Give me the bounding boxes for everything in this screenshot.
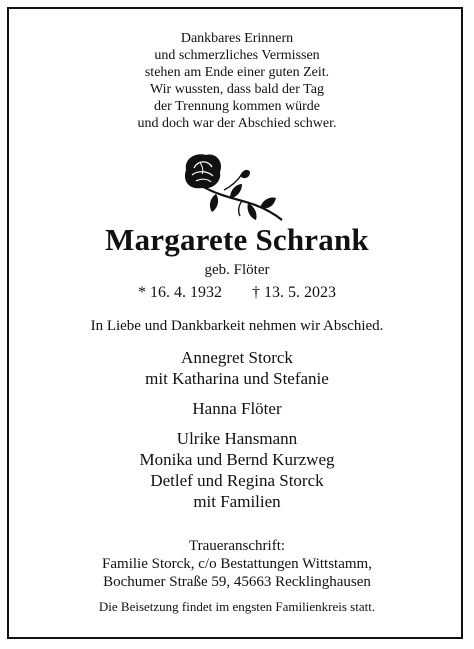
mourner-line: Ulrike Hansmann [176, 429, 298, 448]
funeral-note: Die Beisetzung findet im engsten Familienkreis statt. [98, 599, 376, 614]
death-date: † 13. 5. 2023 [252, 284, 336, 301]
mourner-line: Hanna Flöter [192, 399, 282, 418]
poem-line: der Trennung kommen würde [153, 99, 321, 114]
poem-line: Wir wussten, dass bald der Tag [150, 82, 324, 97]
mourner-line: Monika und Bernd Kurzweg [139, 450, 335, 469]
mourner-line: mit Katharina und Stefanie [145, 369, 329, 388]
farewell-statement: In Liebe und Dankbarkeit nehmen wir Abschied. [90, 318, 384, 334]
rose-icon [180, 150, 290, 225]
birth-date: * 16. 4. 1932 [138, 284, 222, 301]
mourner-line: mit Familien [193, 492, 281, 511]
mourner-line: Annegret Storck [181, 348, 293, 367]
maiden-name: geb. Flöter [204, 262, 270, 278]
mourner-line: Detlef und Regina Storck [150, 471, 324, 490]
poem-line: und doch war der Abschied schwer. [137, 116, 337, 131]
poem-line: stehen am Ende einer guten Zeit. [144, 65, 330, 80]
address-label: Traueranschrift: [188, 538, 286, 554]
poem-line: und schmerzliches Vermissen [154, 48, 320, 63]
poem-line: Dankbares Erinnern [180, 31, 294, 46]
deceased-name: Margarete Schrank [105, 222, 369, 257]
address-line: Familie Storck, c/o Bestattungen Wittstamm, [102, 556, 372, 572]
life-dates [0, 284, 474, 302]
address-line: Bochumer Straße 59, 45663 Recklinghausen [103, 574, 371, 590]
